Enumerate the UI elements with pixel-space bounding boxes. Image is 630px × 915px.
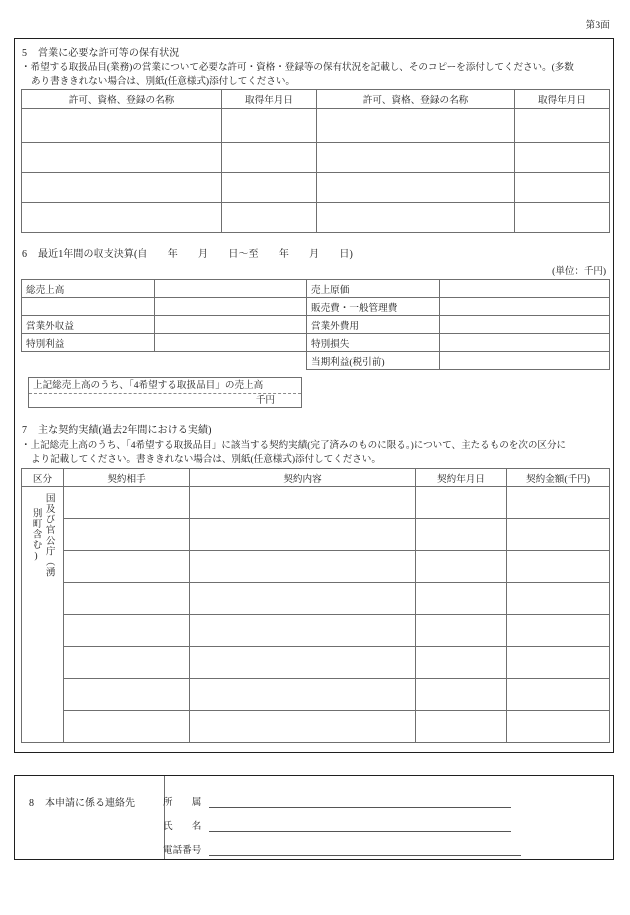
table-row bbox=[22, 203, 610, 233]
permits-col-date-2: 取得年月日 bbox=[515, 90, 610, 109]
contracts-cell-party[interactable] bbox=[64, 679, 190, 711]
permits-cell-date-2[interactable] bbox=[515, 109, 610, 143]
table-row bbox=[22, 615, 610, 647]
contracts-cell-content[interactable] bbox=[190, 519, 416, 551]
permits-cell-date-2[interactable] bbox=[515, 143, 610, 173]
contact-input-affiliation[interactable] bbox=[209, 796, 511, 808]
contracts-cell-party[interactable] bbox=[64, 647, 190, 679]
permits-cell-name-1[interactable] bbox=[22, 173, 222, 203]
permits-table-header-row bbox=[22, 90, 610, 109]
permits-cell-date-2[interactable] bbox=[515, 203, 610, 233]
permits-cell-name-1[interactable] bbox=[22, 109, 222, 143]
contracts-cell-party[interactable] bbox=[64, 487, 190, 519]
fin-left-label-3: 特別利益 bbox=[22, 334, 155, 352]
fin-left-label-1 bbox=[22, 298, 155, 316]
contracts-col-party: 契約相手 bbox=[64, 469, 190, 487]
section7-heading bbox=[22, 421, 212, 436]
contact-label-phone: 電話番号 bbox=[163, 845, 202, 856]
contracts-cell-amount[interactable] bbox=[507, 487, 610, 519]
section6-heading bbox=[22, 245, 353, 260]
section8-heading bbox=[29, 794, 135, 809]
table-row bbox=[22, 173, 610, 203]
table-row bbox=[22, 519, 610, 551]
section7-note-line1: ・上記総売上高のうち、「4希望する取扱品目」に該当する契約実績(完了済みのものに限る。)について、主たるものを次の区分に bbox=[21, 440, 567, 451]
contracts-cell-party[interactable] bbox=[64, 583, 190, 615]
section7-number: 7 bbox=[22, 425, 28, 436]
permits-cell-date-1[interactable] bbox=[222, 173, 317, 203]
fin-left-value-1[interactable] bbox=[155, 298, 307, 316]
contracts-cell-date[interactable] bbox=[416, 519, 507, 551]
contracts-table-header-row bbox=[22, 469, 610, 487]
permits-col-name-2: 許可、資格、登録の名称 bbox=[317, 90, 515, 109]
fin-left-value-2[interactable] bbox=[155, 316, 307, 334]
permits-table bbox=[21, 89, 610, 233]
permits-cell-date-1[interactable] bbox=[222, 203, 317, 233]
contracts-col-kubun: 区分 bbox=[22, 469, 64, 487]
table-row bbox=[22, 551, 610, 583]
contact-label-affiliation: 所 属 bbox=[163, 797, 202, 808]
permits-cell-name-1[interactable] bbox=[22, 203, 222, 233]
section5-heading bbox=[22, 44, 179, 59]
permits-cell-name-2[interactable] bbox=[317, 143, 515, 173]
contracts-cell-amount[interactable] bbox=[507, 615, 610, 647]
desired-items-sales-label: 上記総売上高のうち、「4希望する取扱品目」の売上高 bbox=[29, 378, 301, 394]
contracts-table bbox=[21, 468, 610, 743]
contact-field-affiliation bbox=[163, 794, 511, 808]
desired-items-sales-unit[interactable]: 千円 bbox=[255, 395, 275, 406]
fin-left-label-2: 営業外収益 bbox=[22, 316, 155, 334]
contracts-cell-date[interactable] bbox=[416, 615, 507, 647]
contracts-cell-content[interactable] bbox=[190, 615, 416, 647]
financial-right-table bbox=[306, 279, 610, 370]
contracts-cell-date[interactable] bbox=[416, 647, 507, 679]
contracts-cell-content[interactable] bbox=[190, 583, 416, 615]
contracts-col-amount: 契約金額(千円) bbox=[507, 469, 610, 487]
table-row bbox=[22, 679, 610, 711]
contracts-cell-content[interactable] bbox=[190, 679, 416, 711]
contact-field-phone bbox=[163, 842, 521, 856]
contracts-cell-amount[interactable] bbox=[507, 519, 610, 551]
contracts-col-content: 契約内容 bbox=[190, 469, 416, 487]
table-row bbox=[22, 583, 610, 615]
section5-number: 5 bbox=[22, 48, 28, 59]
page-header-label: 第3面 bbox=[585, 21, 610, 31]
contracts-cell-amount[interactable] bbox=[507, 679, 610, 711]
fin-right-value-0[interactable] bbox=[440, 280, 610, 298]
contracts-cell-content[interactable] bbox=[190, 487, 416, 519]
permits-cell-name-2[interactable] bbox=[317, 203, 515, 233]
table-row bbox=[22, 298, 307, 316]
fin-left-value-3[interactable] bbox=[155, 334, 307, 352]
contracts-cell-date[interactable] bbox=[416, 679, 507, 711]
table-row bbox=[22, 334, 307, 352]
fin-right-value-1[interactable] bbox=[440, 298, 610, 316]
table-row bbox=[307, 316, 610, 334]
contracts-cell-content[interactable] bbox=[190, 647, 416, 679]
permits-cell-name-2[interactable] bbox=[317, 109, 515, 143]
table-row bbox=[22, 316, 307, 334]
permits-cell-date-2[interactable] bbox=[515, 173, 610, 203]
contracts-kubun-cell bbox=[22, 487, 64, 743]
contact-input-phone[interactable] bbox=[209, 844, 521, 856]
table-row bbox=[22, 280, 307, 298]
table-row bbox=[22, 647, 610, 679]
section5-note-line2: あり書ききれない場合は、別紙(任意様式)添付してください。 bbox=[31, 76, 295, 87]
permits-col-date-1: 取得年月日 bbox=[222, 90, 317, 109]
section5-title: 営業に必要な許可等の保有状況 bbox=[38, 48, 180, 59]
fin-right-label-1: 販売費・一般管理費 bbox=[307, 298, 440, 316]
section5-note-line1: ・希望する取扱品目(業務)の営業について必要な許可・資格・登録等の保有状況を記載し、そのコピーを添付してください。(多数 bbox=[21, 62, 574, 73]
contracts-cell-date[interactable] bbox=[416, 487, 507, 519]
contracts-cell-amount[interactable] bbox=[507, 583, 610, 615]
contact-input-name[interactable] bbox=[209, 820, 511, 832]
contracts-cell-amount[interactable] bbox=[507, 551, 610, 583]
table-row bbox=[22, 109, 610, 143]
fin-right-label-0: 売上原価 bbox=[307, 280, 440, 298]
table-row bbox=[307, 280, 610, 298]
contracts-cell-date[interactable] bbox=[416, 583, 507, 615]
contracts-cell-amount[interactable] bbox=[507, 711, 610, 743]
contracts-kubun-label: 国及び官公庁（湧別町含む) bbox=[30, 492, 55, 578]
fin-right-value-2[interactable] bbox=[440, 316, 610, 334]
section7-note-line2: より記載してください。書ききれない場合は、別紙(任意様式)添付してください。 bbox=[31, 454, 381, 465]
contracts-cell-amount[interactable] bbox=[507, 647, 610, 679]
contracts-cell-content[interactable] bbox=[190, 551, 416, 583]
desired-items-sales-box bbox=[28, 377, 302, 408]
permits-cell-date-1[interactable] bbox=[222, 143, 317, 173]
contact-label-name: 氏 名 bbox=[163, 821, 202, 832]
fin-left-label-0: 総売上高 bbox=[22, 280, 155, 298]
financial-left-table bbox=[21, 279, 307, 352]
permits-cell-name-1[interactable] bbox=[22, 143, 222, 173]
contact-form-box bbox=[14, 775, 614, 860]
contracts-cell-date[interactable] bbox=[416, 711, 507, 743]
permits-cell-name-2[interactable] bbox=[317, 173, 515, 203]
section6-number: 6 bbox=[22, 249, 28, 260]
section7-title: 主な契約実績(過去2年間における実績) bbox=[38, 425, 212, 436]
fin-left-value-0[interactable] bbox=[155, 280, 307, 298]
contracts-cell-party[interactable] bbox=[64, 551, 190, 583]
permits-col-name-1: 許可、資格、登録の名称 bbox=[22, 90, 222, 109]
section8-number: 8 bbox=[29, 798, 34, 809]
fin-right-label-3: 特別損失 bbox=[307, 334, 440, 352]
permits-cell-date-1[interactable] bbox=[222, 109, 317, 143]
contracts-cell-party[interactable] bbox=[64, 615, 190, 647]
fin-right-value-4[interactable] bbox=[440, 352, 610, 370]
fin-right-label-4: 当期利益(税引前) bbox=[307, 352, 440, 370]
fin-right-value-3[interactable] bbox=[440, 334, 610, 352]
table-row bbox=[307, 334, 610, 352]
table-row bbox=[22, 711, 610, 743]
contracts-cell-party[interactable] bbox=[64, 711, 190, 743]
section8-title: 本申請に係る連絡先 bbox=[45, 798, 135, 809]
section6-title: 最近1年間の収支決算(自 年 月 日〜至 年 月 日) bbox=[38, 249, 353, 260]
table-row bbox=[307, 352, 610, 370]
table-row bbox=[22, 487, 610, 519]
contact-field-name bbox=[163, 818, 511, 832]
contracts-col-date: 契約年月日 bbox=[416, 469, 507, 487]
section6-unit-note: (単位：千円) bbox=[552, 267, 606, 277]
table-row bbox=[22, 143, 610, 173]
contracts-cell-party[interactable] bbox=[64, 519, 190, 551]
contracts-cell-content[interactable] bbox=[190, 711, 416, 743]
contracts-cell-date[interactable] bbox=[416, 551, 507, 583]
fin-right-label-2: 営業外費用 bbox=[307, 316, 440, 334]
table-row bbox=[307, 298, 610, 316]
